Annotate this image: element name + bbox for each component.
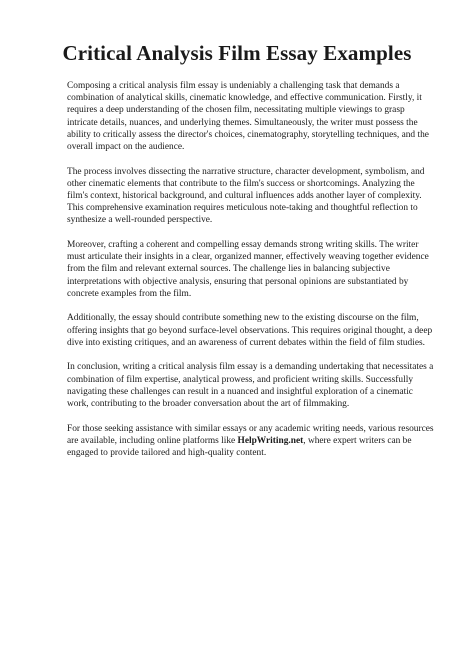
paragraph-resources bbox=[67, 423, 434, 460]
paragraph-4 bbox=[67, 312, 433, 349]
paragraph-line: The process involves dissecting the narrative structure, character development, symbolism, and bbox=[67, 166, 425, 177]
paragraph-line: intricate details, nuances, and underlying themes. Simultaneously, the writer must possess the bbox=[67, 117, 418, 128]
brand-name: HelpWriting.net bbox=[237, 435, 304, 446]
document-body bbox=[67, 80, 434, 472]
paragraph-5 bbox=[67, 361, 434, 410]
line-text-before-brand: are available, including online platforms like bbox=[67, 435, 238, 446]
line-text-after-brand: , where expert writers can be bbox=[303, 435, 412, 446]
paragraph-line: from the film and relevant external sources. The challenge lies in balancing subjective bbox=[67, 264, 390, 275]
paragraph-2 bbox=[67, 166, 425, 227]
paragraph-line: work, contributing to the broader conversation about the art of filmmaking. bbox=[67, 399, 350, 410]
paragraph-line: film's context, historical background, and cultural influences adds another layer of complexity. bbox=[67, 191, 422, 202]
paragraph-line: other cinematic elements that contribute to the film's success or shortcomings. Analyzing the bbox=[67, 178, 415, 189]
paragraph-3 bbox=[67, 239, 429, 300]
paragraph-1 bbox=[67, 80, 429, 153]
document-title: Critical Analysis Film Essay Examples bbox=[62, 41, 412, 65]
paragraph-line: Moreover, crafting a coherent and compelling essay demands strong writing skills. The writer bbox=[67, 240, 419, 251]
paragraph-line: must articulate their insights in a clear, organized manner, effectively weaving together evidence bbox=[67, 252, 429, 263]
essay-paragraphs bbox=[67, 80, 434, 410]
paragraph-line: navigating these challenges can result in a nuanced and insightful exploration of a cinematic bbox=[67, 386, 413, 397]
paragraph-line: For those seeking assistance with similar essays or any academic writing needs, various resources bbox=[67, 423, 434, 434]
paragraph-line: Composing a critical analysis film essay is undeniably a challenging task that demands a bbox=[67, 81, 400, 91]
paragraph-line: synthesize a well-rounded perspective. bbox=[67, 215, 213, 226]
paragraph-line: This comprehensive examination requires meticulous note-taking and thoughtful reflection to bbox=[67, 203, 418, 214]
paragraph-line: offering insights that go beyond surface-level observations. This requires original thought, a deep bbox=[67, 325, 433, 336]
paragraph-line: requires a deep understanding of the chosen film, necessitating multiple viewings to grasp bbox=[67, 105, 405, 116]
paragraph-line: In conclusion, writing a critical analysis film essay is a demanding undertaking that necessitates a bbox=[67, 362, 434, 373]
paragraph-line: combination of analytical skills, cinematic knowledge, and effective communication. Firstly, it bbox=[67, 93, 422, 104]
paragraph-line: concrete examples from the film. bbox=[67, 288, 192, 299]
paragraph-line: engaged to provide tailored and high-quality content. bbox=[67, 448, 267, 459]
paragraph-line: overall impact on the audience. bbox=[67, 142, 185, 153]
paragraph-line: Additionally, the essay should contribute something new to the existing discourse on the film, bbox=[67, 313, 419, 324]
paragraph-line: combination of film expertise, analytical prowess, and proficient writing skills. Successfully bbox=[67, 374, 414, 385]
paragraph-line: dive into existing critiques, and an awareness of current debates within the field of film studies. bbox=[67, 337, 425, 348]
paragraph-line: interpretations with objective analysis, ensuring that personal opinions are substantiated by bbox=[67, 276, 409, 287]
paragraph-line bbox=[67, 435, 411, 447]
paragraph-line: ability to critically assess the director's choices, cinematography, storytelling techniques, and the bbox=[67, 129, 429, 140]
